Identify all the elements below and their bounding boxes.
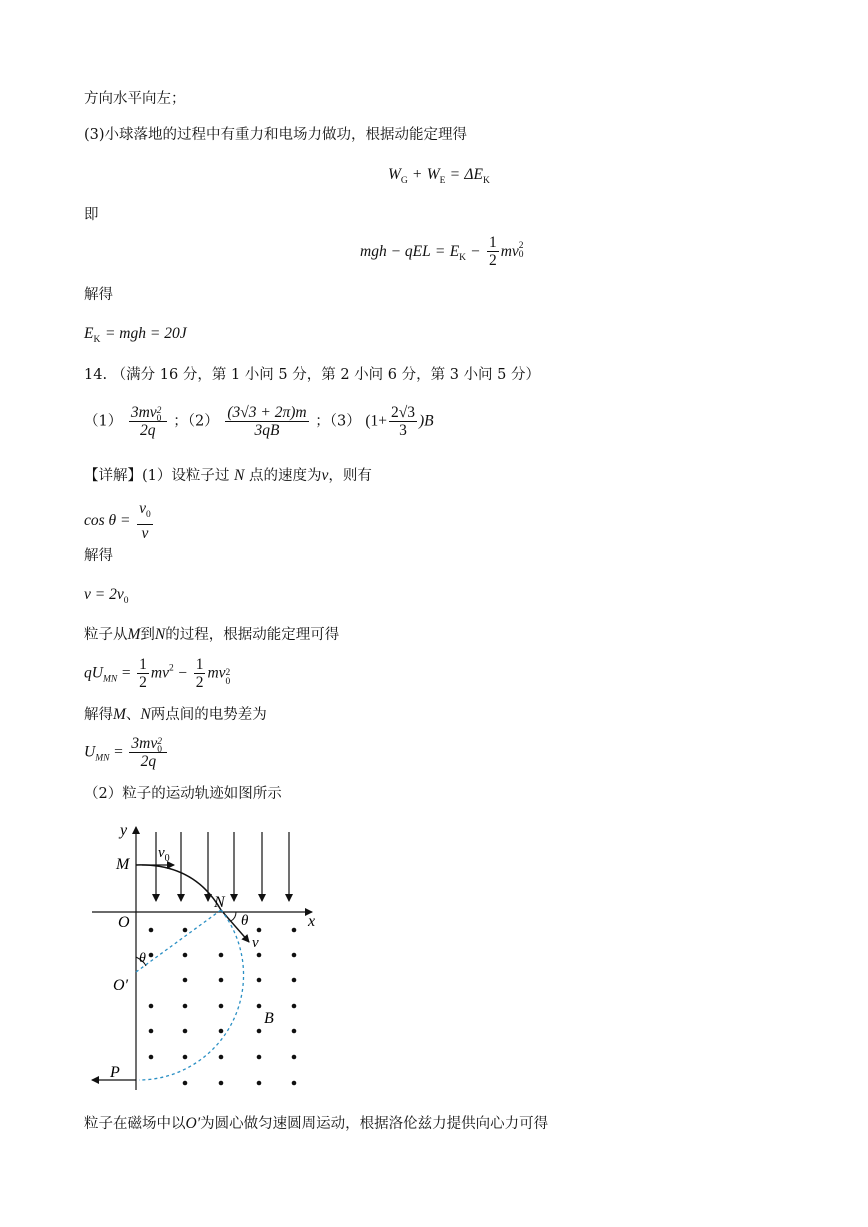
magnetic-field-dots bbox=[149, 928, 297, 1086]
label-x: x bbox=[308, 913, 316, 930]
label-theta-o: θ bbox=[139, 951, 146, 966]
text-jiede-1: 解得 bbox=[84, 287, 113, 303]
label-v: v bbox=[252, 935, 259, 951]
equation-qu-mn: $qU_{MN}$ = $\frac{1}{2}$ $mv^2$ − $\frac{1}{2}$ mv 2 0 bbox=[84, 656, 231, 691]
radius-line bbox=[136, 910, 221, 972]
equation-ek-result: $E_K$ = mgh = 20J bbox=[84, 325, 187, 345]
label-m: M bbox=[116, 856, 130, 873]
label-y: y bbox=[120, 822, 128, 839]
label-origin: O bbox=[118, 914, 130, 931]
answers-line: （1） 3mv 2 0 2q ；（2） $\frac{(3√3 + 2\pi)m}{3qB}$ ；（3） (1+ $\frac{2√3}{3}$ )B bbox=[84, 404, 434, 439]
label-o-prime: O′ bbox=[113, 977, 129, 994]
equation-mgh: mgh − qEL = $E_K$ − $\frac{1}{2}$ mv 2 0 bbox=[360, 234, 524, 269]
label-n: N bbox=[214, 894, 225, 911]
text-m-to-n: 粒子从M到N的过程，根据动能定理可得 bbox=[84, 626, 340, 643]
electric-field-arrows bbox=[156, 832, 289, 901]
trajectory-figure bbox=[84, 815, 324, 1095]
label-v0: $v_0$ bbox=[158, 845, 170, 864]
text-part2: （2）粒子的运动轨迹如图所示 bbox=[84, 786, 282, 802]
text-direction-left: 方向水平向左； bbox=[84, 91, 186, 107]
text-part3-intro: (3)小球落地的过程中有重力和电场力做功，根据动能定理得 bbox=[84, 127, 468, 143]
equation-cos-theta: cos θ = $\frac{v_0}{v}$ bbox=[84, 500, 151, 542]
text-potential-difference: 解得M、N两点间的电势差为 bbox=[84, 706, 267, 723]
circular-arc bbox=[139, 910, 244, 1080]
equation-u-mn: $U_{MN}$ = 3mv 2 0 2q bbox=[84, 735, 169, 770]
text-magnetic-motion: 粒子在磁场中以O′为圆心做匀速圆周运动，根据洛伦兹力提供向心力可得 bbox=[84, 1115, 549, 1132]
text-jiede-2: 解得 bbox=[84, 548, 113, 564]
label-theta-n: θ bbox=[241, 913, 249, 929]
theta-arc-n bbox=[231, 912, 236, 921]
question-14-header: 14. （满分 16 分，第 1 小问 5 分，第 2 小问 6 分，第 3 小问 5 分） bbox=[84, 367, 540, 383]
equation-v-2v0: $v = 2v_0$ bbox=[84, 586, 129, 606]
label-b: B bbox=[264, 1010, 274, 1027]
label-p: P bbox=[110, 1064, 120, 1081]
detail-part1: 【详解】(1）设粒子过 N 点的速度为v，则有 bbox=[84, 467, 372, 484]
equation-work-energy: $W_G + W_E = \Delta E_K$ bbox=[388, 166, 490, 186]
text-ji: 即 bbox=[84, 207, 99, 223]
